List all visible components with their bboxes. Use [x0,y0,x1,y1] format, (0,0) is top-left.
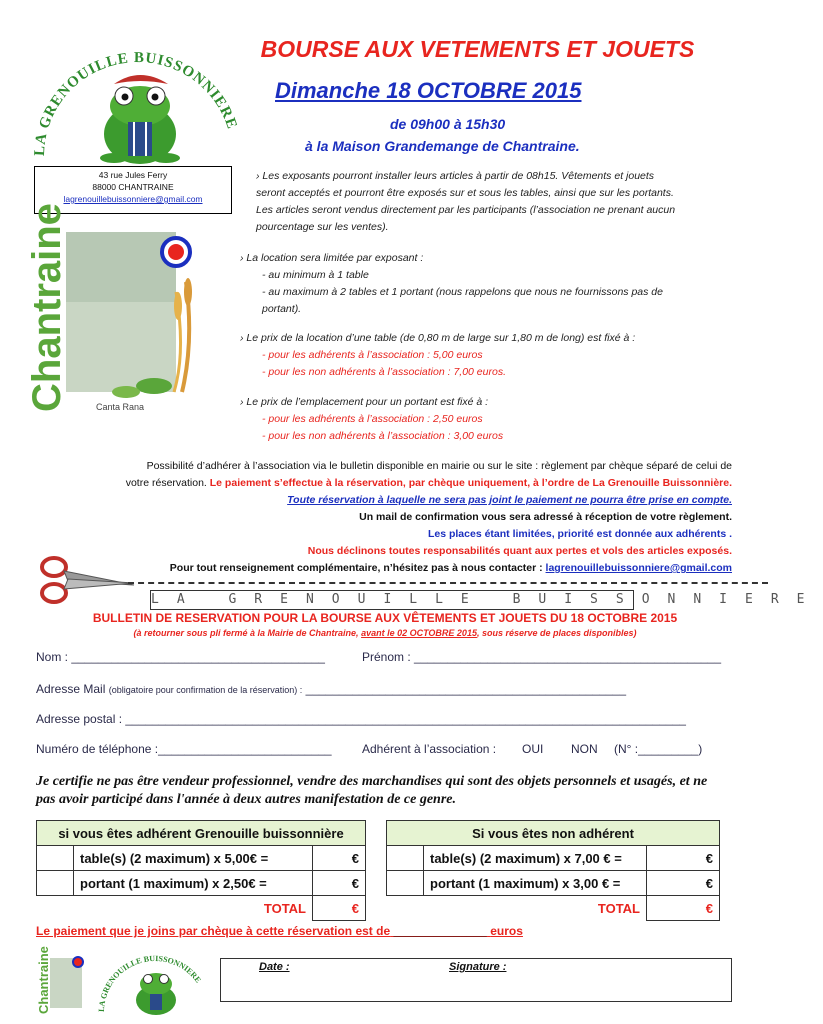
rules-rack-price-title: › Le prix de l’emplacement pour un portant est fixé à : [240,396,489,408]
info-line-7-text: Pour tout renseignement complémentaire, n’hésitez pas à nous contacter : [169,562,543,574]
logo-small-arc-text: LA GRENOUILLE BUISSONNIERE [96,953,203,1013]
member-table-amount[interactable]: € [313,846,366,871]
member-number-field[interactable]: (N° :_________) [614,742,703,756]
chantraine-wordmark: Chantraine [25,203,69,412]
scissors-icon [38,553,138,607]
member-pricing-header: si vous êtes adhérent Grenouille buissonnière [37,821,366,846]
info-line-4: Un mail de confirmation vous sera adressé à réception de votre règlement. [359,511,732,523]
member-total-amount[interactable]: € [313,896,366,921]
member-total-label: TOTAL [263,900,306,916]
info-line-7 [60,560,732,577]
payment-unit: euros [490,924,523,938]
form-subtitle [0,628,770,638]
rules-table-price-title: › Le prix de la location d’une table (de 0,80 m de large sur 1,80 m de long) est fixé à : [240,332,636,344]
info-line-6: Nous déclinons toutes responsabilités quant aux pertes et vols des articles exposés. [307,545,732,557]
contact-email-link[interactable]: lagrenouillebuissonniere@gmail.com [63,194,203,204]
event-date: Dimanche 18 OCTOBRE 2015 [275,78,582,103]
rules-rack-price [240,394,503,445]
nonmember-rack-qty-cell[interactable] [387,871,424,896]
payment-text: Le paiement que je joins par chèque à cette réservation est de [36,924,391,938]
rules-location [240,250,663,318]
rules-location-item: portant). [262,303,302,315]
mail-input-line[interactable]: ________________________________________________ [305,682,626,696]
mail-hint: (obligatoire pour confirmation de la réservation) : [108,685,303,695]
rules-location-item: - au maximum à 2 tables et 1 portant (nous rappelons que nous ne fournissons pas de [262,286,663,298]
rules-intro [256,168,675,236]
member-table-qty-cell[interactable] [37,846,74,871]
event-place: à la Maison Grandemange de Chantraine. [305,138,580,154]
info-line-2-black: votre réservation. [125,477,207,489]
info-paragraph [60,458,732,577]
nonmember-total-amount[interactable]: € [647,896,720,921]
chantraine-motto: Canta Rana [96,402,145,412]
nom-field[interactable]: Nom : ______________________________________ [36,650,325,664]
adherent-label: Adhérent à l’association : [362,742,497,756]
nonmember-table-amount[interactable]: € [647,846,720,871]
rules-location-item: - au minimum à 1 table [262,269,369,281]
member-rack-qty-cell[interactable] [37,871,74,896]
contact-street: 43 rue Jules Ferry [98,170,168,180]
info-line-1: Possibilité d’adhérer à l’association via le bulletin disponible en mairie ou sur le site : règlement par chèque séparé de celui de [146,460,732,472]
payment-line [36,924,523,938]
nonmember-table-label: table(s) (2 maximum) x 7,00 € = [424,846,647,871]
contact-city: 88000 CHANTRAINE [92,182,174,192]
rules-intro-line: pourcentage sur les ventes). [256,221,389,233]
nonmember-rack-label: portant (1 maximum) x 3,00 € = [424,871,647,896]
contact-email-link-bottom[interactable]: lagrenouillebuissonniere@gmail.com [545,562,732,574]
member-table-label: table(s) (2 maximum) x 5,00€ = [74,846,313,871]
nonmember-pricing-header: Si vous êtes non adhérent [387,821,720,846]
member-rack-label: portant (1 maximum) x 2,50€ = [74,871,313,896]
phone-field[interactable]: Numéro de téléphone :__________________________ [36,742,332,756]
adherent-oui-option[interactable]: OUI [522,742,544,756]
form-title: BULLETIN DE RESERVATION POUR LA BOURSE AUX VÊTEMENTS ET JOUETS DU 18 OCTOBRE 2015 [92,611,678,625]
postal-field[interactable]: Adresse postal : ____________________________________________________________________________________ [36,712,686,726]
rules-rack-price-item: - pour les non adhérents à l’association : 3,00 euros [262,430,504,442]
event-hours: de 09h00 à 15h30 [390,116,506,132]
form-subtitle-post: , sous réserve de places disponibles) [476,628,637,638]
nonmember-pricing-table [386,820,720,921]
info-line-5: Les places étant limitées, priorité est donnée aux adhérents . [427,528,732,540]
chantraine-wordmark-small: Chantraine [36,946,51,1014]
grenouille-logo-small [96,952,212,1018]
form-banner: LA GRENOUILLE BUISSONNIERE [150,590,634,610]
logo-arc-text: LA GRENOUILLE BUISSONNIERE [31,49,240,157]
rules-table-price-item: - pour les adhérents à l’association : 5,00 euros [262,349,483,361]
rules-intro-line: seront acceptés et pourront être exposés sur et sous les tables, ainsi que sur les portants. [256,187,674,199]
info-line-3: Toute réservation à laquelle ne sera pas joint le paiement ne pourra être prise en compte. [287,494,732,506]
rules-table-price [240,330,635,381]
payment-amount-field[interactable]: ______________ [393,924,487,938]
date-label: Date : [259,961,290,973]
rules-intro-line: Les articles seront vendus directement par les participants (l’association ne prenant aucun [256,204,676,216]
chantraine-logo-small [36,946,90,1016]
signature-box[interactable] [220,958,732,1002]
rules-location-title: › La location sera limitée par exposant : [240,252,424,264]
form-subtitle-pre: (à retourner sous pli fermé à la Mairie de Chantraine, [133,628,359,638]
info-line-2-red: Le paiement s’effectue à la réservation, par chèque uniquement, à l’ordre de La Grenouille Buissonnière. [209,477,732,489]
rules-intro-line: › Les exposants pourront installer leurs articles à partir de 08h15. Vêtements et jouets [256,170,655,182]
form-deadline: avant le 02 OCTOBRE 2015 [361,628,477,638]
nonmember-table-qty-cell[interactable] [387,846,424,871]
page-title: BOURSE AUX VETEMENTS ET JOUETS [260,36,695,62]
info-line-2 [60,475,732,492]
nonmember-total-label: TOTAL [597,900,640,916]
mail-label: Adresse Mail [36,682,106,696]
rules-rack-price-item: - pour les adhérents à l’association : 2,50 euros [262,413,483,425]
certification-text: Je certifie ne pas être vendeur professionnel, vendre des marchandises qui sont des objets personnels et usagés, et ne pas avoir participé dans l'année à deux autres manifestation de ce genre. [36,774,708,807]
signature-label: Signature : [449,961,507,973]
rules-table-price-item: - pour les non adhérents à l’association : 7,00 euros. [262,366,506,378]
member-rack-amount[interactable]: € [313,871,366,896]
prenom-field[interactable]: Prénom : ______________________________________________ [362,650,722,664]
member-pricing-table [36,820,366,921]
nonmember-rack-amount[interactable]: € [647,871,720,896]
mail-field[interactable] [36,682,626,696]
chantraine-logo [25,203,236,418]
cut-line [128,582,768,584]
adherent-non-option[interactable]: NON [571,742,598,756]
